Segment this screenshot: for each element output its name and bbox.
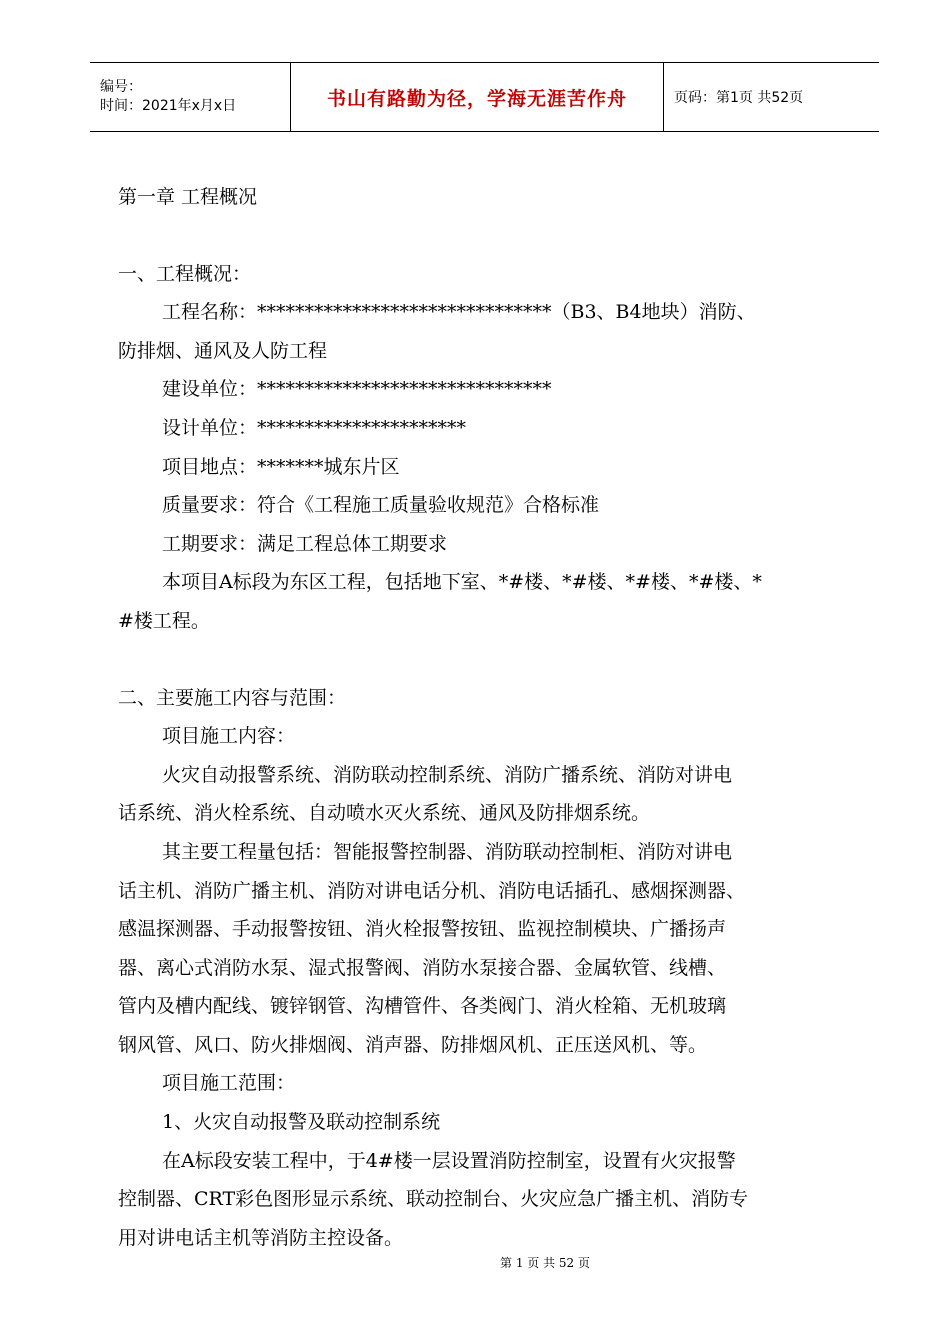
document-body (118, 178, 858, 1257)
chapter-title: 第一章 工程概况 (118, 186, 258, 208)
section-1-title: 一、工程概况： (118, 262, 252, 285)
spacer (118, 641, 858, 679)
quantity-line-6: 钢风管、风口、防火排烟阀、消声器、防排烟风机、正压送风机、等。 (118, 1033, 708, 1056)
quantity-line-3: 感温探测器、手动报警按钮、消火栓报警按钮、监视控制模块、广播扬声 (118, 918, 727, 941)
number-label: 编号： (100, 79, 142, 95)
systems-line-1: 火灾自动报警系统、消防联动控制系统、消防广播系统、消防对讲电 (162, 763, 733, 786)
schedule-line: 工期要求：满足工程总体工期要求 (162, 532, 448, 555)
description-line-1: 本项目A标段为东区工程，包括地下室、*#楼、*#楼、*#楼、*#楼、* (162, 571, 762, 594)
page-header (90, 62, 879, 132)
scope-item-1-desc-3: 用对讲电话主机等消防主控设备。 (118, 1226, 404, 1249)
quality-line: 质量要求：符合《工程施工质量验收规范》合格标准 (162, 494, 600, 517)
description-line-2: #楼工程。 (118, 609, 210, 632)
spacer (118, 217, 858, 255)
quantity-line-4: 器、离心式消防水泵、湿式报警阀、消防水泵接合器、金属软管、线槽、 (118, 956, 727, 979)
scope-item-1-desc-2: 控制器、CRT彩色图形显示系统、联动控制台、火灾应急广播主机、消防专 (118, 1188, 749, 1211)
quantity-line-2: 话主机、消防广播主机、消防对讲电话分机、消防电话插孔、感烟探测器、 (118, 879, 746, 902)
header-motto-cell (290, 63, 664, 131)
scope-item-1-desc-1: 在A标段安装工程中，于4#楼一层设置消防控制室，设置有火灾报警 (162, 1149, 736, 1172)
scope-label: 项目施工范围： (162, 1072, 296, 1095)
header-meta (90, 63, 290, 131)
content-label: 项目施工内容： (162, 725, 296, 748)
section-2-title: 二、主要施工内容与范围： (118, 686, 347, 709)
project-name-line-2: 防排烟、通风及人防工程 (118, 339, 328, 362)
location-line: 项目地点：*******城东片区 (162, 455, 400, 478)
owner-line: 建设单位：******************************* (162, 378, 552, 401)
scope-item-1: 1、火灾自动报警及联动控制系统 (162, 1111, 441, 1134)
designer-line: 设计单位：********************** (162, 416, 467, 439)
page-info: 页码：第1页 共52页 (674, 90, 804, 106)
quantity-line-5: 管内及槽内配线、镀锌钢管、沟槽管件、各类阀门、消火栓箱、无机玻璃 (118, 995, 727, 1018)
systems-line-2: 话系统、消火栓系统、自动喷水灭火系统、通风及防排烟系统。 (118, 802, 651, 825)
page-footer: 第 1 页 共 52 页 (500, 1256, 590, 1270)
quantity-line-1: 其主要工程量包括：智能报警控制器、消防联动控制柜、消防对讲电 (162, 840, 733, 863)
header-page-cell (664, 63, 879, 131)
header-motto: 书山有路勤为径，学海无涯苦作舟 (326, 87, 627, 110)
time-label: 时间：2021年x月x日 (100, 98, 237, 114)
project-name-line-1: 工程名称：*******************************（B3、B4地块）消防、 (162, 301, 756, 324)
